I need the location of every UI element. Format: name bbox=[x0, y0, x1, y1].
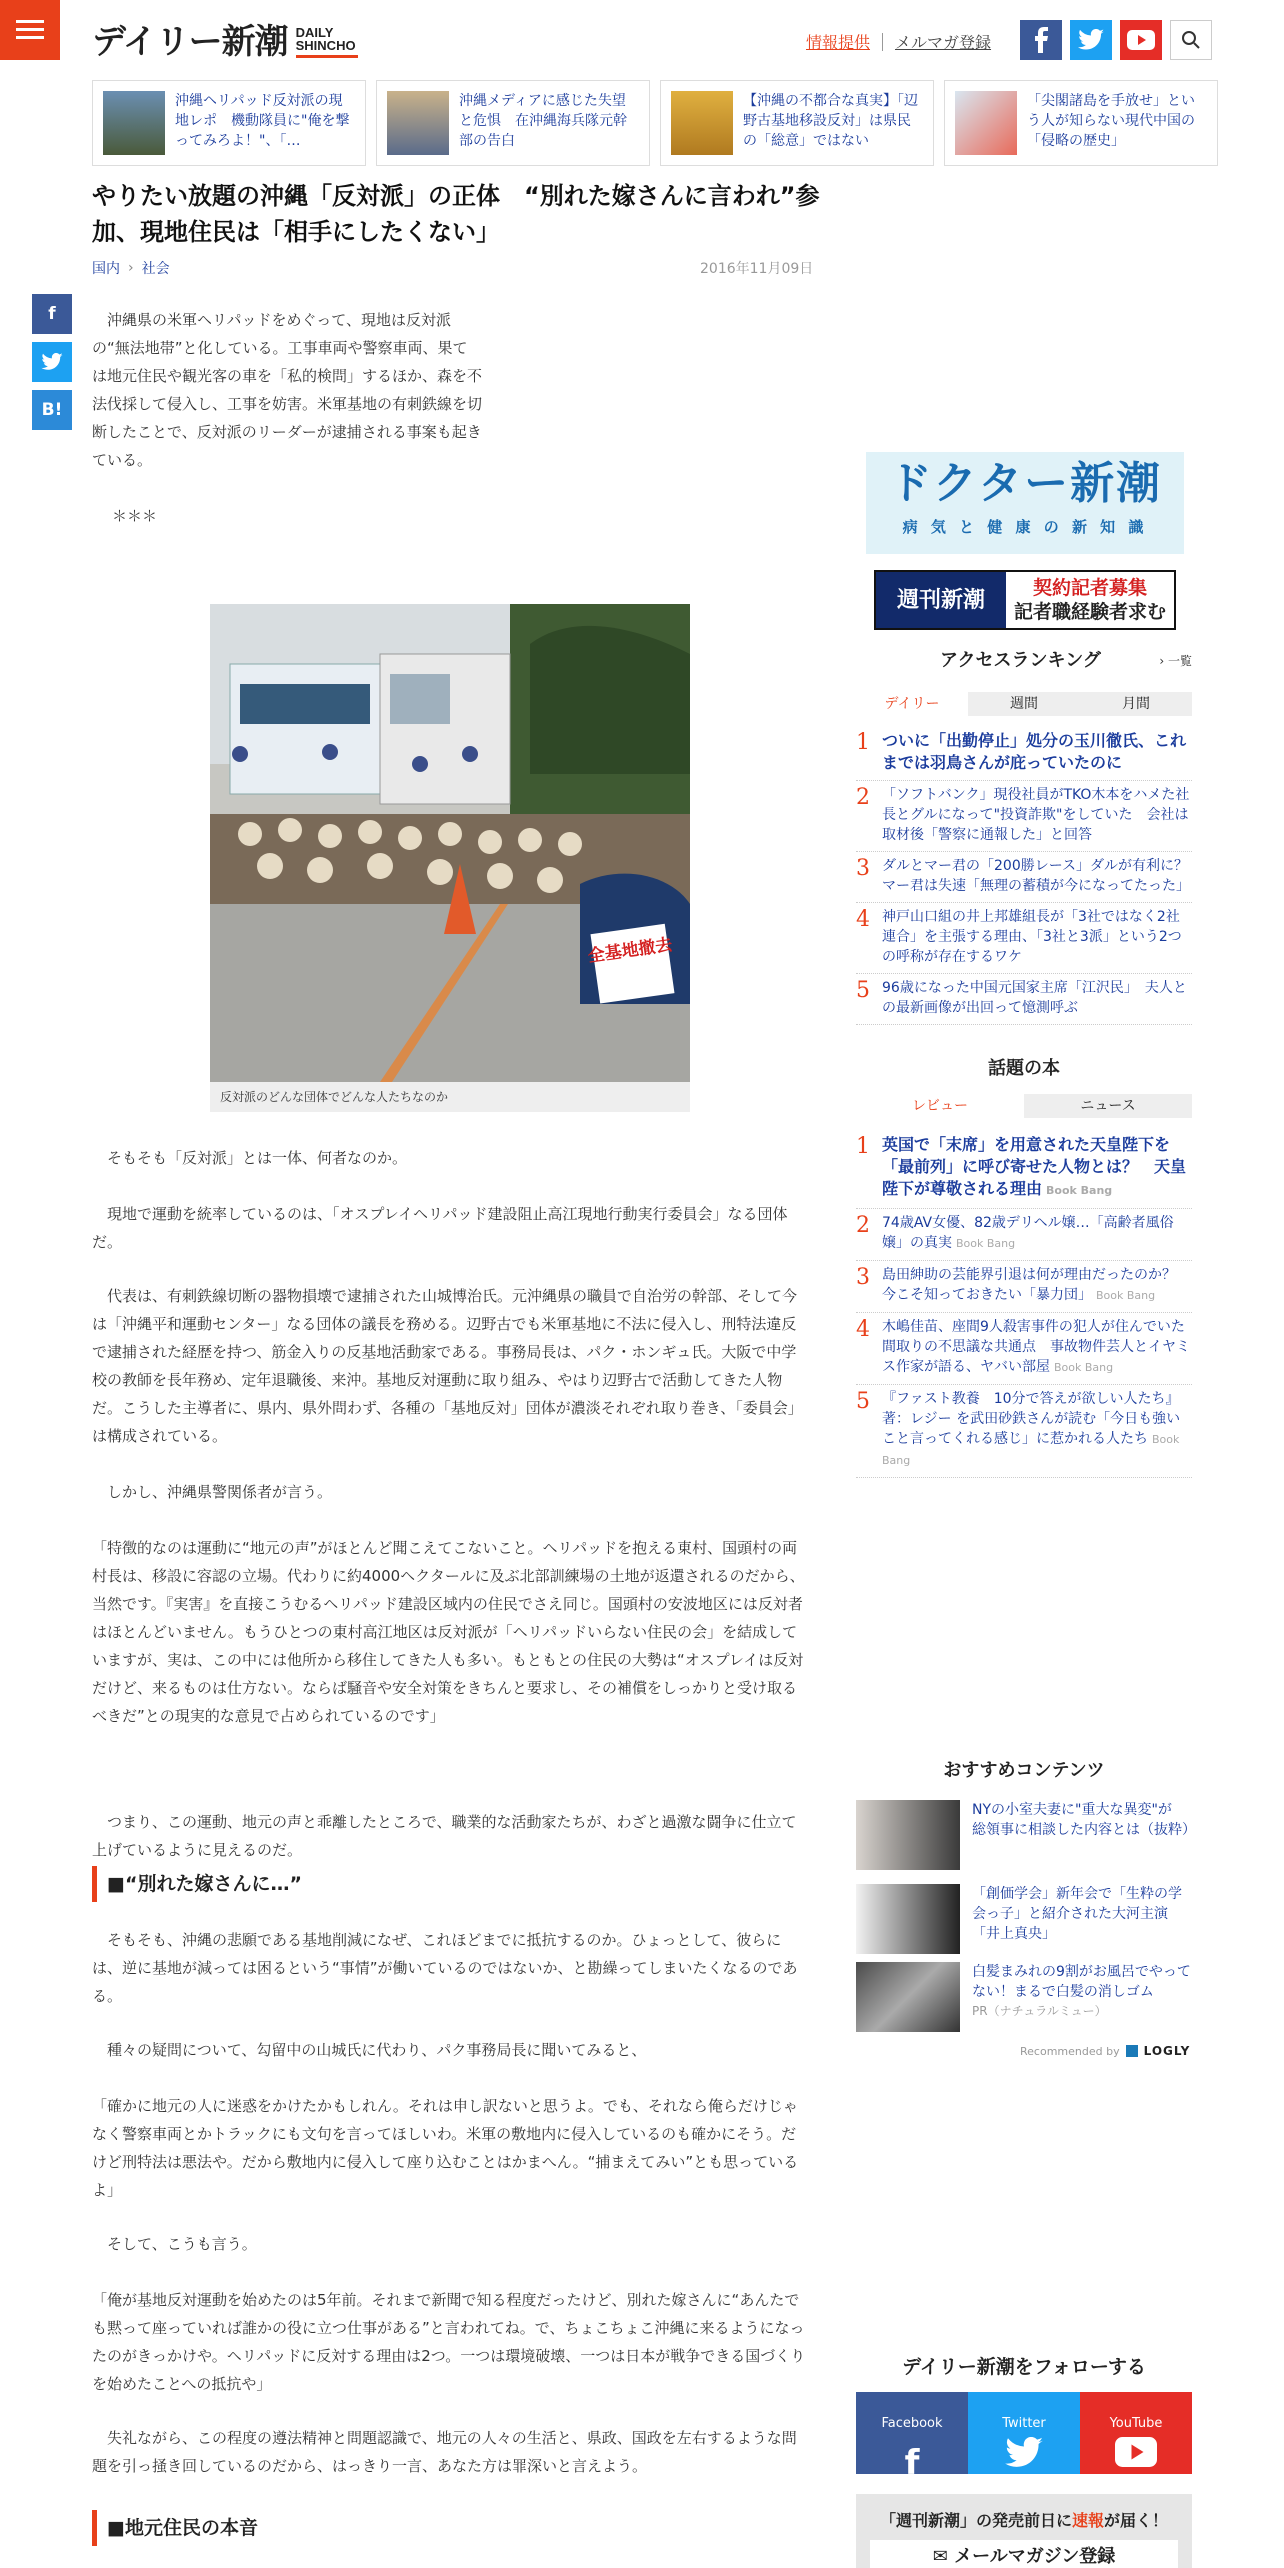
newsletter-post: が届く！ bbox=[1104, 2511, 1169, 2530]
rank-title: ダルとマー君の「200勝レース」ダルが有利に？ マー君は失速「無理の蓄積が今になってたった」 bbox=[882, 858, 1203, 894]
site-logo[interactable] bbox=[92, 22, 358, 62]
related-article-title: 沖縄メディアに感じた失望と危惧 在沖縄海兵隊元幹部の告白 bbox=[459, 93, 627, 149]
rank-title: ついに「出勤停止」処分の玉川徹氏、これまでは羽鳥さんが庇っていたのに bbox=[882, 731, 1187, 772]
related-article-title: 「尖閣諸島を手放せ」という人が知らない現代中国の「侵略の歴史」 bbox=[1027, 93, 1195, 149]
book-item[interactable] bbox=[856, 1209, 1192, 1261]
twitter-icon[interactable] bbox=[1070, 20, 1112, 60]
rank-number: 1 bbox=[856, 730, 870, 755]
book-source: Book Bang bbox=[956, 1237, 1016, 1250]
related-article[interactable] bbox=[92, 80, 366, 166]
recommended-text: NYの小室夫妻に"重大な異変"が 総領事に相談した内容とは（抜粋） bbox=[972, 1802, 1196, 1838]
breadcrumb-society[interactable]: 社会 bbox=[141, 261, 170, 277]
follow-buttons bbox=[856, 2392, 1192, 2483]
ranking-list bbox=[856, 726, 1203, 1025]
rank-number: 2 bbox=[856, 785, 870, 810]
recommended-thumbnail bbox=[856, 1800, 960, 1870]
weekly-banner-text bbox=[1006, 572, 1174, 628]
doctor-banner-title: ドクター新潮 bbox=[887, 458, 1163, 509]
twitter-icon bbox=[1005, 2437, 1043, 2469]
recommended-title: おすすめコンテンツ bbox=[943, 1760, 1105, 1781]
recommended-item[interactable] bbox=[856, 1884, 1192, 1954]
book-item[interactable] bbox=[856, 1130, 1192, 1209]
logly-label: LOGLY bbox=[1143, 2044, 1191, 2058]
article-paragraph: 現地で運動を統率しているのは、「オスプレイヘリパッド建設阻止高江現地行動実行委員会」なる団体だ。 bbox=[92, 1205, 788, 1251]
ranking-item[interactable] bbox=[856, 974, 1192, 1025]
doctor-banner-subtitle: 病 気 と 健 康 の 新 知 識 bbox=[902, 518, 1148, 536]
newsletter-highlight: 速報 bbox=[1071, 2511, 1104, 2530]
follow-youtube-label: YouTube bbox=[1109, 2416, 1163, 2431]
book-source: Book Bang bbox=[1046, 1184, 1113, 1197]
article-paragraph: しかし、沖縄県警関係者が言う。 bbox=[107, 1483, 333, 1501]
related-article[interactable] bbox=[660, 80, 934, 166]
logo-main-text: デイリー新潮 bbox=[92, 22, 288, 62]
book-title: 木嶋佳苗、座間9人殺害事件の犯人が住んでいた間取りの不思議な共通点 事故物件芸人とイヤミス作家が語る、ヤバい部屋 bbox=[882, 1319, 1190, 1375]
book-title: 英国で「末席」を用意された天皇陛下を「最前列」に呼び寄せた人物とは？ 天皇陛下が尊敬される理由 bbox=[882, 1135, 1187, 1198]
article-quote: 「特徴的なのは運動に“地元の声”がほとんど聞こえてこないこと。ヘリパッドを抱える東村、国頭村の両村長は、移設に容認の立場。代わりに約4000ヘクタールに及ぶ北部訓練場の土地が返還されるのだから、当然です。『実害』を直接こうむるヘリパッド建設区域内の住民でさえ同じ。国頭村の安波地区には反対者はほとんどいません。もうひとつの東村高江地区は反対派が「ヘリパッドいらない住民の会」を結成していますが、実は、この中には他所から移住してきた人も多い。もともとの住民の大勢は“オスプレイは反対だけど、来るものは仕方ない。ならば騒音や安全対策をきちんと要求し、その補償をしっかりと受け取るべきだ”との現実的な意見で占められているのです」 bbox=[92, 1539, 805, 1725]
logly-icon bbox=[1126, 2045, 1138, 2057]
book-title: 『ファスト教養 10分で答えが欲しい人たち』著：レジー を武田砂鉄さんが読む「今日も強いこと言ってくれる感じ」に惹かれる人たち bbox=[882, 1391, 1181, 1447]
article-paragraph: そして、こうも言う。 bbox=[107, 2235, 257, 2253]
photo-caption: 反対派のどんな団体でどんな人たちなのか bbox=[210, 1082, 690, 1112]
related-article-thumbnail bbox=[671, 91, 733, 155]
related-article-thumbnail bbox=[387, 91, 449, 155]
share-bar bbox=[32, 294, 72, 430]
follow-title: デイリー新潮をフォローする bbox=[902, 2356, 1146, 2378]
ranking-item[interactable] bbox=[856, 781, 1192, 852]
tab-weekly[interactable]: 週間 bbox=[968, 692, 1080, 716]
books-title: 話題の本 bbox=[988, 1058, 1060, 1079]
rank-title: 96歳になった中国元国家主席「江沢民」 夫人との最新画像が出回って憶測呼ぶ bbox=[882, 980, 1187, 1016]
book-title: 74歳AV女優、82歳デリヘル嬢…「高齢者風俗嬢」の真実 bbox=[882, 1215, 1174, 1251]
book-source: Book Bang bbox=[882, 1433, 1180, 1467]
protest-photo-image bbox=[210, 604, 690, 1082]
ranking-more-label: 一覧 bbox=[1167, 654, 1192, 668]
weekly-banner-headline: 契約記者募集 bbox=[1032, 577, 1147, 599]
article-date: 2016年11月09日 bbox=[700, 261, 814, 277]
facebook-icon: f bbox=[904, 2443, 920, 2483]
share-twitter-icon[interactable] bbox=[32, 342, 72, 382]
tip-off-link[interactable]: 情報提供 bbox=[806, 33, 871, 52]
ranking-item[interactable] bbox=[856, 903, 1192, 974]
section-heading: ■“別れた嫁さんに…” bbox=[92, 1866, 806, 1902]
ranking-item[interactable] bbox=[856, 726, 1192, 781]
ranking-tabs bbox=[856, 692, 1192, 716]
article-paragraph: 種々の疑問について、勾留中の山城氏に代わり、パク事務局長に聞いてみると、 bbox=[107, 2041, 647, 2059]
newsletter-link[interactable]: メルマガ登録 bbox=[895, 33, 992, 52]
protest-sign bbox=[587, 924, 675, 1004]
weekly-banner-logo: 週刊新潮 bbox=[876, 572, 1006, 628]
rank-title: 「ソフトバンク」現役社員がTKO木本をハメた社長とグルになって"投資詐欺"をしていた 会社は取材後「警察に通報した」と回答 bbox=[882, 787, 1190, 843]
related-article[interactable] bbox=[944, 80, 1218, 166]
svg-text:全基地撤去: 全基地撤去 bbox=[586, 935, 674, 967]
related-article[interactable] bbox=[376, 80, 650, 166]
logly-credit[interactable] bbox=[1020, 2044, 1190, 2058]
newsletter-box bbox=[856, 2494, 1192, 2568]
related-article-thumbnail bbox=[955, 91, 1017, 155]
book-source: Book Bang bbox=[1054, 1361, 1114, 1374]
related-articles bbox=[92, 80, 1218, 166]
recommended-pr: PR（ナチュラルミュー） bbox=[972, 2004, 1107, 2018]
follow-twitter-label: Twitter bbox=[1002, 2416, 1046, 2431]
newsletter-register-button[interactable] bbox=[870, 2540, 1178, 2568]
related-article-title: 【沖縄の不都合な真実】「辺野古基地移設反対」は県民の「総意」ではない bbox=[743, 93, 918, 149]
header-links bbox=[806, 30, 991, 53]
rank-number: 5 bbox=[856, 978, 870, 1003]
rank-number: 4 bbox=[856, 907, 870, 932]
youtube-icon[interactable] bbox=[1120, 20, 1162, 60]
share-facebook-icon[interactable]: f bbox=[32, 294, 72, 334]
logo-accent-bar bbox=[296, 55, 358, 58]
mail-icon: ✉ bbox=[932, 2546, 955, 2567]
article-title: やりたい放題の沖縄「反対派」の正体 “別れた嫁さんに言われ”参加、現地住民は「相手にしたくない」 bbox=[92, 182, 820, 246]
related-article-thumbnail bbox=[103, 91, 165, 155]
ranking-item[interactable] bbox=[856, 852, 1203, 903]
recommended-item[interactable] bbox=[856, 1962, 1192, 2032]
follow-facebook-label: Facebook bbox=[881, 2416, 943, 2431]
breadcrumb bbox=[92, 258, 170, 278]
books-list bbox=[856, 1130, 1192, 1478]
article-paragraph: 代表は、有刺鉄線切断の器物損壊で逮捕された山城博治氏。元沖縄県の職員で自治労の幹部、そして今は「沖縄平和運動センター」なる団体の議長を務める。辺野古でも米軍基地に不法に侵入し、刑特法違反で逮捕された経歴を持つ、筋金入りの反基地活動家である。事務局長は、パク・ホンギュ氏。大阪で中学校の教師を長年務め、定年退職後、来沖。基地反対運動に取り組み、やはり辺野古で活動してきた人物だ。こうした主導者に、県内、県外問わず、各種の「基地反対」団体が濃淡それぞれ取り巻き、「委員会」は構成されている。 bbox=[92, 1287, 803, 1445]
breadcrumb-domestic[interactable]: 国内 bbox=[92, 261, 120, 277]
article-paragraph: つまり、この運動、地元の声と乖離したところで、職業的な活動家たちが、わざと過激な闘争に仕立て上げているように見えるのだ。 bbox=[92, 1813, 797, 1859]
menu-button[interactable] bbox=[0, 0, 60, 60]
book-source: Book Bang bbox=[1096, 1289, 1156, 1302]
recommended-thumbnail bbox=[856, 1962, 960, 2032]
related-article-title: 沖縄ヘリパッド反対派の現地レポ 機動隊員に"俺を撃ってみろよ！"、「… bbox=[175, 93, 350, 149]
weekly-banner-sub: 記者職経験者求む bbox=[1013, 601, 1166, 623]
article-photo bbox=[210, 604, 690, 1112]
follow-facebook-button[interactable] bbox=[856, 2392, 968, 2483]
rank-number: 3 bbox=[856, 1265, 870, 1290]
facebook-icon[interactable] bbox=[1020, 20, 1062, 60]
article-lede: 沖縄県の米軍ヘリパッドをめぐって、現地は反対派の“無法地帯”と化している。工事車両や警察車両、果ては地元住民や観光客の車を「私的検問」するほか、森を不法伐採して侵入し、工事を妨害。米軍基地の有刺鉄線を切断したことで、反対派のリーダーが逮捕される事案も起きている。 bbox=[92, 311, 483, 469]
tab-news[interactable]: ニュース bbox=[1024, 1094, 1192, 1118]
article-quote: 「俺が基地反対運動を始めたのは5年前。それまで新聞で知る程度だったけど、別れた嫁さんに“あんたでも黙って座っていれば誰かの役に立つ仕事がある”と言われてね。で、ちょこちょこ沖縄に来るようになったのがきっかけや。ヘリパッドに反対する理由は2つ。一つは環境破壊、一つは日本が戦争できる国づくりを始めたことへの抵抗や」 bbox=[92, 2291, 806, 2393]
article-paragraph: そもそも「反対派」とは一体、何者なのか。 bbox=[107, 1149, 408, 1167]
recommended-item[interactable] bbox=[856, 1800, 1196, 1870]
share-hatena-icon[interactable]: B! bbox=[32, 390, 72, 430]
search-icon[interactable] bbox=[1170, 20, 1212, 60]
recommended-thumbnail bbox=[856, 1884, 960, 1954]
chevron-right-icon: › bbox=[128, 260, 134, 276]
header-link-divider bbox=[882, 33, 883, 51]
books-tabs bbox=[856, 1094, 1192, 1118]
rank-number: 4 bbox=[856, 1317, 870, 1342]
book-item[interactable] bbox=[856, 1385, 1192, 1478]
youtube-icon bbox=[1114, 2437, 1158, 2467]
rank-number: 1 bbox=[856, 1134, 870, 1159]
follow-twitter-button[interactable] bbox=[968, 2392, 1080, 2474]
tab-review[interactable]: レビュー bbox=[856, 1094, 1024, 1118]
article-paragraph: 失礼ながら、この程度の遵法精神と問題認識で、地元の人々の生活と、県政、国政を左右するような問題を引っ掻き回しているのだから、はっきり一言、あなた方は罪深いと言えよう。 bbox=[92, 2429, 797, 2475]
doctor-shincho-banner[interactable] bbox=[866, 452, 1184, 554]
rank-number: 5 bbox=[856, 1389, 870, 1414]
ranking-more-link[interactable]: › 一覧 bbox=[1159, 654, 1192, 668]
book-item[interactable] bbox=[856, 1313, 1192, 1385]
book-item[interactable] bbox=[856, 1261, 1192, 1313]
weekly-shincho-recruit-banner[interactable] bbox=[874, 570, 1176, 630]
section-heading: ■地元住民の本音 bbox=[92, 2510, 806, 2546]
newsletter-register-label: メールマガジン登録 bbox=[954, 2546, 1116, 2567]
logo-sub-text bbox=[296, 26, 358, 58]
ranking-title: アクセスランキング bbox=[940, 650, 1101, 671]
recommended-text: 「創価学会」新年会で「生粋の学会っ子」と紹介された大河主演「井上真央」 bbox=[972, 1886, 1182, 1942]
logo-sub-shincho: SHINCHO bbox=[295, 38, 356, 53]
tab-monthly[interactable]: 月間 bbox=[1080, 692, 1192, 716]
article-quote: 「確かに地元の人に迷惑をかけたかもしれん。それは申し訳ないと思うよ。でも、それなら俺らだけじゃなく警察車両とかトラックにも文句を言ってほしいわ。米軍の敷地内に侵入しているのも確かにそう。だけど刑特法は悪法や。だから敷地内に侵入して座り込むことはかまへん。“捕まえてみい”とも思っているよ」 bbox=[92, 2097, 799, 2199]
article-paragraph: そもそも、沖縄の悲願である基地削減になぜ、これほどまでに抵抗するのか。ひょっとして、彼らには、逆に基地が減っては困るという“事情”が働いているのではないか、と勘繰ってしまいたくなるのである。 bbox=[92, 1931, 798, 2005]
recommended-text: 白髪まみれの9割がお風呂でやってない！まるで白髪の消しゴム bbox=[972, 1964, 1191, 2000]
ranking-header bbox=[856, 646, 1192, 676]
follow-youtube-button[interactable] bbox=[1080, 2392, 1192, 2474]
book-title: 島田紳助の芸能界引退は何が理由だったのか？ 今こそ知っておきたい「暴力団」 bbox=[882, 1267, 1190, 1303]
logo-sub-daily: DAILY bbox=[295, 25, 334, 40]
header-social-icons bbox=[1020, 20, 1212, 60]
tab-daily[interactable]: デイリー bbox=[856, 692, 968, 716]
section-separator: ＊＊＊ bbox=[112, 507, 158, 525]
newsletter-pre: 「週刊新潮」の発売前日に bbox=[879, 2511, 1072, 2530]
rank-title: 神戸山口組の井上邦雄組長が「3社ではなく2社連合」を主張する理由、「3社と3派」という2つの呼称が存在するワケ bbox=[882, 909, 1182, 965]
rank-number: 2 bbox=[856, 1213, 870, 1238]
rank-number: 3 bbox=[856, 856, 870, 881]
recommended-by-label: Recommended by bbox=[1020, 2044, 1120, 2058]
